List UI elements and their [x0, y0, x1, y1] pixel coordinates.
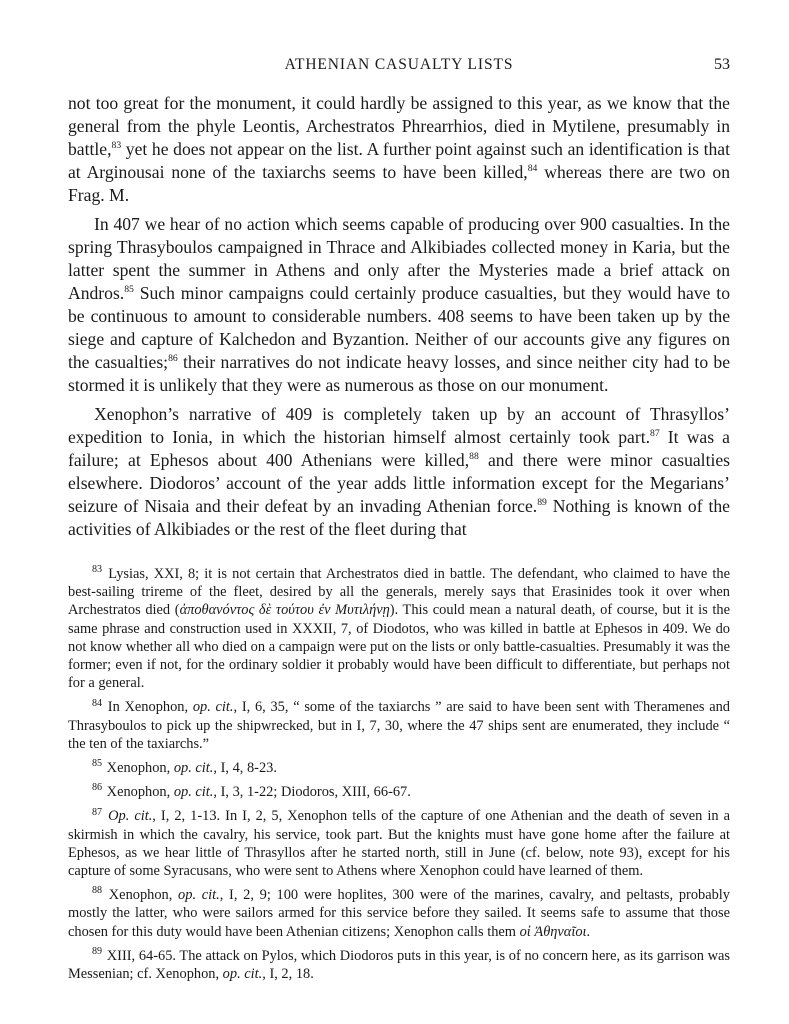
- footnotes: [68, 565, 730, 983]
- footnote-ref-85[interactable]: 85: [124, 284, 134, 296]
- footnote-ref-84[interactable]: 84: [527, 163, 538, 175]
- footnote-89: $^{89}$ XIII, 64-65. The attack on Pylos, which Diodoros puts in this year, is of no concern here, as its garrison was Messenian; cf. Xenophon, op. cit., I, 2, 18.: [68, 946, 730, 983]
- footnote-ref-83[interactable]: 83: [111, 140, 122, 152]
- footnote-84: $^{84}$ In Xenophon, op. cit., I, 6, 35, “ some of the taxiarchs ” are said to have been sent with Theramenes and Thrasyboulos to pick up the shipwrecked, but in I, 7, 30, where the 47 ships sent are enumerated, they include “ the ten of the taxiarchs.”: [68, 697, 730, 752]
- page-header: [68, 52, 730, 82]
- footnote-87: $^{87}$ Op. cit., I, 2, 1-13. In I, 2, 5, Xenophon tells of the capture of one Athenian and the death of seven in a skirmish in which the cavalry, his service, took part. But the knights must have gone home after the failure at Ephesos, as we hear little of Thrasyllos after he started north, still in June (cf. below, note 93), except for his capture of some Syracusans, who were sent to Athens where Xenophon could have learned of them.: [68, 806, 730, 880]
- footnote-85: $^{85}$ Xenophon, op. cit., I, 4, 8-23.: [92, 758, 277, 777]
- footnote-ref-88[interactable]: 88: [469, 451, 479, 463]
- paragraph-1: not too great for the monument, it could hardly be assigned to this year, as we know that the general from the phyle Leontis, Archestratos Phrearrhios, died in Mytilene, presumably in battle,$^{83}$ yet he does not appear on the list. A further point against such an identification is that at Arginousai none of the taxiarchs seems to have been killed,$^{84}$ whereas there are two on Frag. M.: [68, 93, 730, 205]
- running-head: ATHENIAN CASUALTY LISTS: [284, 56, 514, 73]
- footnote-ref-86[interactable]: 86: [168, 353, 178, 365]
- footnote-83: $^{83}$ Lysias, XXI, 8; it is not certain that Archestratos died in battle. The defendant, who claimed to have the best-sailing trireme of the fleet, desired by all the generals, merely says that Erasinides took it over when Archestratos died (ἀποθανόντος δὲ τούτου ἐν Μυτιλήνῃ). This could mean a natural death, of course, but it is the same phrase and construction used in XXXII, 7, of Diodotos, who was killed in battle at Ephesos in 409. We do not know whether all who died on a campaign were put on the lists or only battle-casualties. Presumably it was the former; even if not, for the ordinary soldier it probably would have been difficult to differentiate, but perhaps not for a general.: [68, 564, 730, 692]
- paragraph-2: In 407 we hear of no action which seems capable of producing over 900 casualties. In the spring Thrasyboulos campaigned in Thrace and Alkibiades collected money in Karia, but the latter spent the summer in Athens and only after the Mysteries made a brief attack on Andros.$^{85}$ Such minor campaigns could certainly produce casualties, but they would have to be continuous to amount to considerable numbers. 408 seems to have been taken up by the siege and capture of Kalchedon and Byzantion. Neither of our accounts give any figures on the casualties;$^{86}$ their narratives do not indicate heavy losses, and since neither city had to be stormed it is unlikely that they were as numerous as those on our monument.: [68, 214, 731, 395]
- paragraph-3: Xenophon’s narrative of 409 is completely taken up by an account of Thrasyllos’ expedition to Ionia, in which the historian himself almost certainly took part.$^{87}$ It was a failure; at Ephesos about 400 Athenians were killed,$^{88}$ and there were minor casualties elsewhere. Diodoros’ account of the year adds little information except for the Megarians’ seizure of Nisaia and their defeat by an invading Athenian force.$^{89}$ Nothing is known of the activities of Alkibiades or the rest of the fleet during that: [68, 404, 730, 539]
- greek-quote: οἱ Ἀθηναῖοι: [519, 923, 587, 940]
- footnote-86: $^{86}$ Xenophon, op. cit., I, 3, 1-22; Diodoros, XIII, 66-67.: [92, 782, 411, 801]
- footnote-88: $^{88}$ Xenophon, op. cit., I, 2, 9; 100 were hoplites, 300 were of the marines, cavalry, and peltasts, probably mostly the latter, who were sailors armed for this service before they sailed. It seems safe to assume that those chosen for this duty would have been Athenian citizens; Xenophon calls them οἱ Ἀθηναῖοι.: [68, 885, 730, 940]
- greek-quote: ἀποθανόντος δὲ τούτου ἐν Μυτιλήνῃ: [179, 602, 390, 619]
- footnote-ref-89[interactable]: 89: [537, 497, 547, 509]
- page: [68, 52, 730, 989]
- footnote-ref-87[interactable]: 87: [650, 428, 660, 440]
- main-text: [68, 92, 730, 541]
- page-number: 53: [714, 56, 730, 73]
